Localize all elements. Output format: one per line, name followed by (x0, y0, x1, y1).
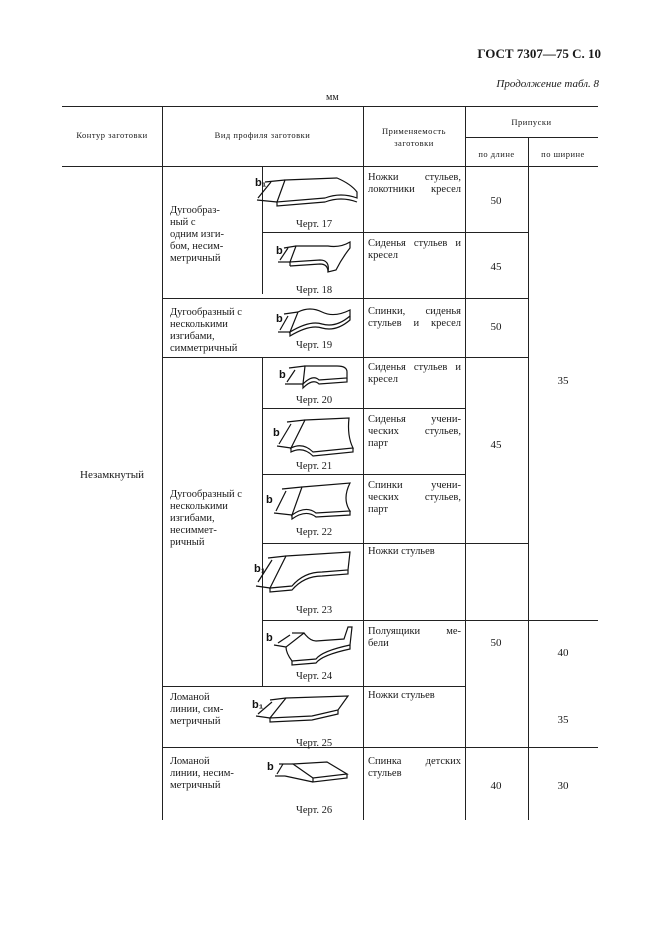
svg-text:b₁: b₁ (255, 177, 267, 189)
length-value: 40 (490, 780, 502, 792)
drawing-26-icon (265, 752, 355, 792)
usage-24: Полуящики ме- бели (368, 626, 461, 649)
usage-25: Ножки стульев (368, 690, 435, 701)
header-profile: Вид профиля заготовки (214, 130, 311, 140)
group-4-description: Ломаной линии, сим- метричный (170, 692, 224, 727)
usage-22: Спинки учени- ческих стульев, парт (368, 480, 461, 515)
usage-26: Спинка детских стульев (368, 756, 461, 779)
drawing-19-caption: Черт. 19 (296, 340, 333, 351)
drawing-24-icon (262, 623, 357, 668)
usage-20: Сиденья стульев и кресел (368, 362, 461, 385)
drawing-25-icon (248, 690, 358, 730)
usage-18: Сиденья стульев и кресел (368, 238, 461, 261)
drawing-23-caption: Черт. 23 (296, 605, 333, 616)
header-usage-line1: Применяемость (381, 126, 447, 136)
header-allowances: Припуски (511, 117, 552, 127)
drawing-21-icon (265, 412, 360, 462)
drawing-17-icon (245, 170, 360, 220)
drawing-26-caption: Черт. 26 (296, 805, 333, 816)
page-number-header: ГОСТ 7307—75 С. 10 (477, 46, 601, 61)
width-value: 35 (557, 714, 569, 726)
usage-19: Спинки, сиденья стульев и кресел (368, 306, 461, 329)
length-value: 45 (490, 439, 502, 451)
usage-17: Ножки стульев, локотники кресел (368, 172, 461, 195)
drawing-25-caption: Черт. 25 (296, 738, 333, 749)
svg-text:b: b (267, 761, 274, 773)
header-contour: Контур заготовки (76, 130, 148, 140)
usage-23: Ножки стульев (368, 546, 435, 557)
group-5-description: Ломаной линии, несим- метричный (170, 756, 234, 791)
usage-21: Сиденья учени- ческих стульев, парт (368, 414, 461, 449)
header-usage-line2: заготовки (394, 138, 434, 148)
table-continuation-label: Продолжение табл. 8 (496, 78, 599, 90)
drawing-19-icon (270, 302, 355, 342)
drawing-18-caption: Черт. 18 (296, 285, 333, 296)
unit-label: мм (326, 92, 339, 103)
svg-text:b₁: b₁ (254, 563, 266, 575)
svg-text:b: b (279, 369, 286, 381)
drawing-23-icon (248, 546, 358, 596)
drawing-24-caption: Черт. 24 (296, 671, 333, 682)
header-by-length: по длине (478, 149, 515, 159)
svg-text:b: b (266, 494, 273, 506)
svg-text:b: b (266, 632, 273, 644)
group-3-description: Дугообразный с несколькими изгибами, несиммет- ричный (170, 489, 242, 548)
width-value: 30 (557, 780, 569, 792)
drawing-22-caption: Черт. 22 (296, 527, 333, 538)
svg-text:b: b (273, 427, 280, 439)
drawing-22-icon (262, 479, 360, 524)
header-by-width: по ширине (541, 149, 585, 159)
drawing-17-caption: Черт. 17 (296, 219, 333, 230)
length-value: 45 (490, 261, 502, 273)
drawing-18-icon (270, 236, 355, 281)
width-value: 40 (557, 647, 569, 659)
group-1-description: Дугообраз- ный с одним изги- бом, несим- метричный (170, 205, 224, 264)
length-value: 50 (490, 321, 502, 333)
drawing-21-caption: Черт. 21 (296, 461, 333, 472)
length-value: 50 (490, 195, 502, 207)
length-value: 50 (490, 637, 502, 649)
drawing-20-icon (275, 360, 355, 395)
contour-value: Незамкнутый (80, 469, 144, 481)
svg-text:b: b (276, 245, 283, 257)
drawing-20-caption: Черт. 20 (296, 395, 333, 406)
svg-text:b: b (276, 313, 283, 325)
svg-text:b₁: b₁ (252, 699, 264, 711)
group-2-description: Дугообразный с несколькими изгибами, симметричный (170, 307, 242, 354)
width-value: 35 (557, 375, 569, 387)
